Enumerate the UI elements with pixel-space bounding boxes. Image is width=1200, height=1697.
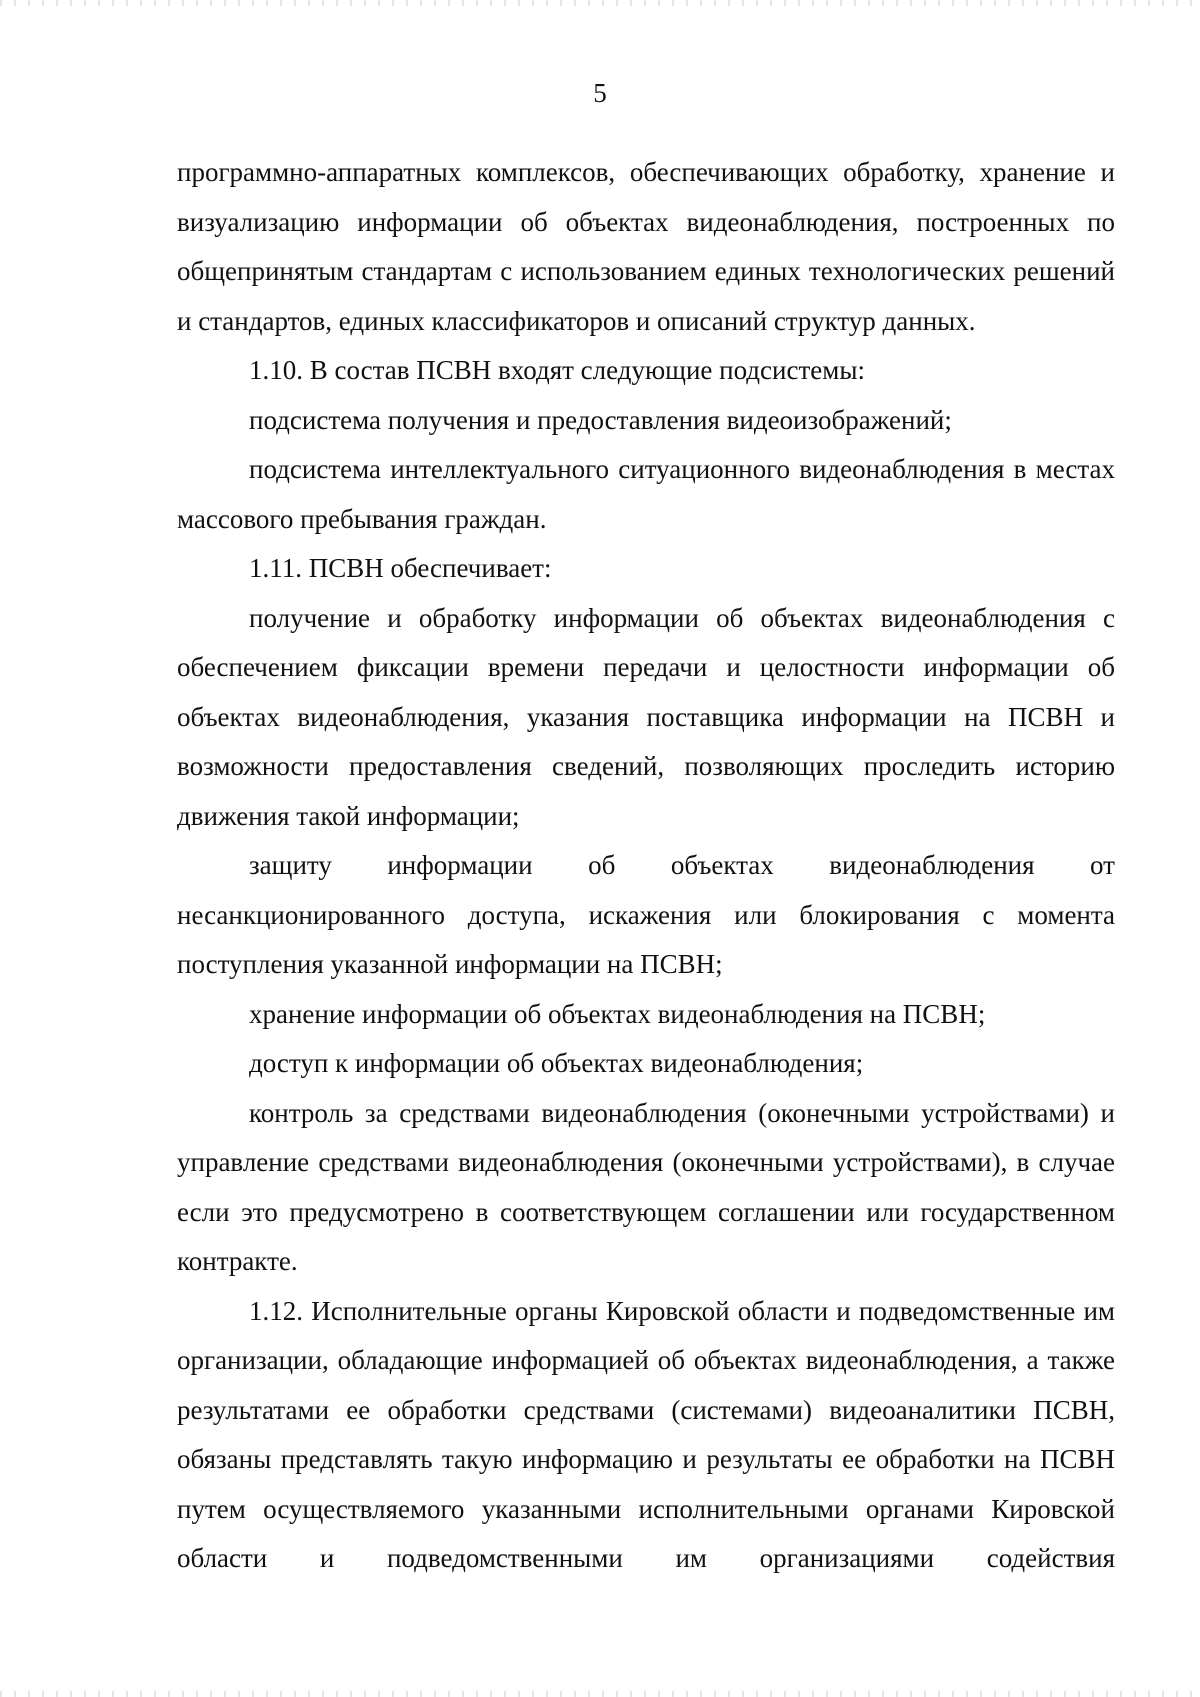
list-item: защиту информации об объектах видеонаблюдения от несанкционированного доступа, искажения или блокирования с момента поступления указанной информации на ПСВН; <box>177 850 1115 979</box>
section-heading-1-11: 1.11. ПСВН обеспечивает: <box>249 553 552 583</box>
list-item: подсистема получения и предоставления видеоизображений; <box>249 404 952 435</box>
list-item: контроль за средствами видеонаблюдения (оконечными устройствами) и управление средствами видеонаблюдения (оконечными устройствами), в случае если это предусмотрено в соответствующем соглашении или государственном контракте. <box>177 1097 1115 1276</box>
list-item: хранение информации об объектах видеонаблюдения на ПСВН; <box>249 998 986 1029</box>
scan-edge-top <box>0 0 1200 6</box>
document-body <box>177 148 1115 1584</box>
page-number: 5 <box>593 78 607 108</box>
list-item: подсистема интеллектуального ситуационного видеонаблюдения в местах массового пребывания граждан. <box>177 454 1115 534</box>
paragraph: программно-аппаратных комплексов, обеспечивающих обработку, хранение и визуализацию информации об объектах видеонаблюдения, построенных по общепринятым стандартам с использованием единых технологических решений и стандартов, единых классификаторов и описаний структур данных. <box>177 157 1115 336</box>
paragraph-1-12: 1.12. Исполнительные органы Кировской области и подведомственные им организации, обладающие информацией об объектах видеонаблюдения, а также результатами ее обработки средствами (системами) видеоаналитики ПСВН, обязаны представлять такую информацию и результаты ее обработки на ПСВН путем осуществляемого указанными исполнительными органами Кировской области и подведомственными им организациями содействия <box>177 1295 1115 1573</box>
list-item: получение и обработку информации об объектах видеонаблюдения с обеспечением фиксации времени передачи и целостности информации об объектах видеонаблюдения, указания поставщика информации на ПСВН и возможности предоставления сведений, позволяющих проследить историю движения такой информации; <box>177 602 1115 831</box>
scan-edge-bottom <box>0 1691 1200 1697</box>
section-heading-1-10: 1.10. В состав ПСВН входят следующие подсистемы: <box>249 355 865 385</box>
list-item: доступ к информации об объектах видеонаблюдения; <box>249 1048 864 1078</box>
